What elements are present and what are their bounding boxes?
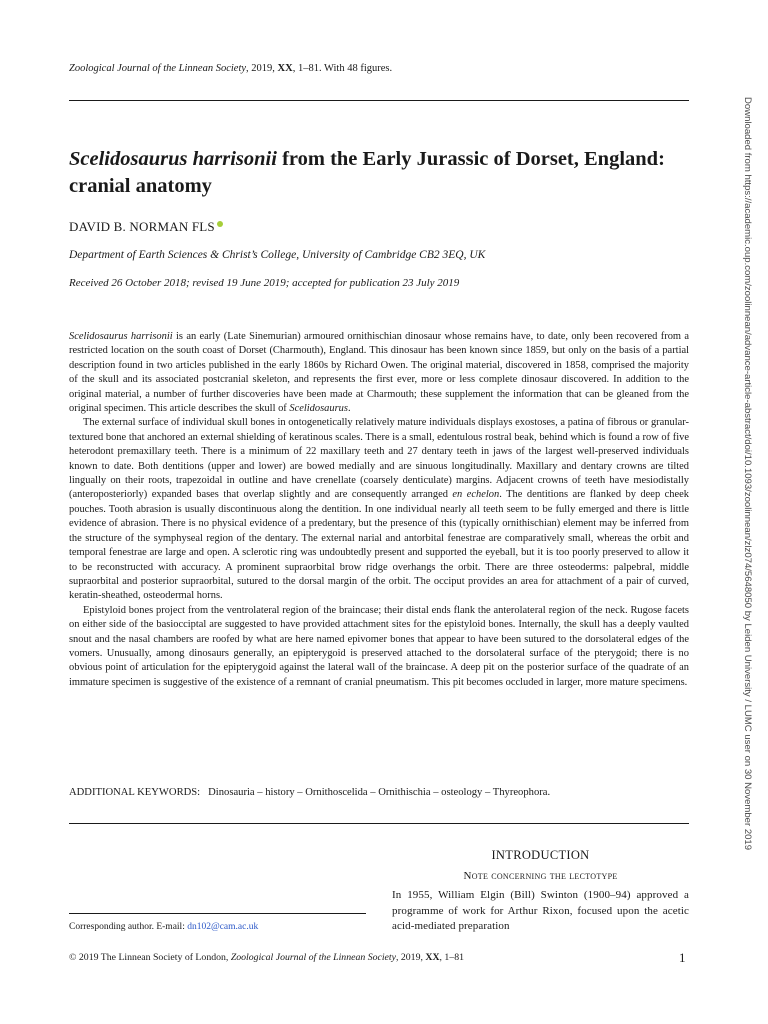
footer-journal-name: Zoological Journal of the Linnean Society bbox=[230, 952, 396, 963]
abstract bbox=[69, 330, 689, 690]
corresponding-label: Corresponding author. E-mail: bbox=[69, 922, 188, 932]
abstract-paragraph bbox=[69, 604, 689, 690]
footer-pages: , 1–81 bbox=[439, 952, 465, 963]
abstract-text: is an early (Late Sinemurian) armoured ornithischian dinosaur whose remains have, to date, only been recovered from a restricted location on the south coast of Dorset (Charmouth), England. This dinosaur has been known since 1859, but only on the basis of a partial description found in two articles published in the early 1860s by Richard Owen. The original material, discovered in 1858, comprised the majority of the skull and its associated postcranial skeleton, and represents the first ever, more or less complete dinosaur discovered. In addition to the original material, a number of further discoveries have been made at Charmouth; these supplement the information that can be gleaned from the original specimen. This article describes the skull of bbox=[69, 331, 690, 415]
introduction-subheading: Note concerning the lectotype bbox=[463, 870, 618, 882]
keywords-terms: Dinosauria – history – Ornithoscelida – Ornithischia – osteology – Thyreophora. bbox=[208, 787, 551, 798]
abstract-italic-term: en echelon bbox=[452, 489, 500, 501]
journal-name: Zoological Journal of the Linnean Society bbox=[69, 63, 247, 74]
orcid-icon[interactable] bbox=[217, 221, 223, 227]
author-line bbox=[69, 218, 223, 236]
page-footer bbox=[69, 951, 464, 964]
email-link[interactable]: dn102@cam.ac.uk bbox=[187, 922, 259, 932]
footer-year: , 2019, bbox=[395, 952, 426, 963]
abstract-paragraph bbox=[69, 416, 689, 603]
journal-pages-figures: , 1–81. With 48 figures. bbox=[292, 63, 393, 74]
header-divider bbox=[69, 100, 689, 101]
keywords-label: ADDITIONAL KEYWORDS: bbox=[69, 787, 201, 798]
abstract-genus: Scelidosaurus bbox=[289, 403, 348, 415]
abstract-text: Epistyloid bones project from the ventrolateral region of the braincase; their distal ends flank the anterolateral region of the neck. Rugose facets on either side of the basiocciptal are suggested to have provided attachment sites for the epistyloid bones. Internally, the skull has a deeply vaulted snout and the nasal chambers are roofed by what are here named epivomer bones that appear to have been sutured to the dorsolateral edges of the vomers. Unusually, among dinosaurs generally, an epipterygoid is preserved attached to the dorsolateral surface of the pterygoid; there is no obvious point of articulation for the epipterygoid against the lateral wall of the braincase. A deep pit on the posterior surface of the quadrate of an immature specimen is suggestive of the existence of a remnant of cranial pneumatism. This pit becomes occluded in larger, more mature specimens. bbox=[69, 604, 689, 688]
author-affiliation: Department of Earth Sciences & Christ’s College, University of Cambridge CB2 3EQ, UK bbox=[69, 249, 486, 261]
author-name: DAVID B. NORMAN FLS bbox=[69, 219, 215, 234]
abstract-paragraph bbox=[69, 330, 689, 416]
abstract-text: . The dentitions are flanked by deep cheek pouches. Tooth abrasion is usually discontinuous along the dentition. In one individual nearly all teeth seem to be fully emerged and there is little evidence of abrasion. There is no physical evidence of a predentary, but the presence of this (typically ornithischian) element may be inferred from the structure of the symphyseal region of the dentary. The external narial and antorbital fenestrae are comparatively small, whereas the orbit and temporal fenestrae are large and open. A sclerotic ring was undoubtedly present and supported the eyeball, but it is too poorly preserved to allow it to be reconstructed with accuracy. A prominent supraorbital brow ridge overhangs the orbit. There are three osteoderms: palpebral, middle supraorbital and posterior supraorbital, sutured to the dorsal margin of the orbit. The occiput provides an area for attachment of a pair of curved, keratin-sheathed, osteodermal horns. bbox=[69, 489, 689, 602]
title-species: Scelidosaurus harrisonii bbox=[69, 148, 277, 170]
footer-volume: XX bbox=[425, 952, 440, 963]
title-rest: from the Early Jurassic of Dorset, England: cranial anatomy bbox=[69, 148, 665, 197]
journal-year: , 2019, bbox=[246, 63, 278, 74]
page-number: 1 bbox=[679, 950, 686, 965]
footnote-divider bbox=[69, 913, 366, 914]
footer-copyright: © 2019 The Linnean Society of London, bbox=[69, 952, 231, 963]
article-title bbox=[69, 146, 699, 200]
introduction-heading: INTRODUCTION bbox=[491, 848, 590, 862]
journal-volume: XX bbox=[277, 63, 293, 74]
corresponding-author bbox=[69, 921, 258, 934]
abstract-text: . bbox=[347, 403, 351, 415]
introduction-body: In 1955, William Elgin (Bill) Swinton (1900–94) approved a programme of work for Arthur Rixon, focused upon the acetic acid-mediated preparation bbox=[392, 889, 689, 932]
received-dates: Received 26 October 2018; revised 19 June 2019; accepted for publication 23 July 2019 bbox=[69, 277, 460, 289]
download-watermark: Downloaded from https://academic.oup.com/zoolinnean/advance-article-abstract/doi/10.1093/zoolinnean/zlz074/5648050 by Leiden University / LUMC user on 30 November 2019 bbox=[742, 97, 753, 851]
keywords-line bbox=[69, 785, 689, 800]
abstract-text: The external surface of individual skull bones in ontogenetically relatively mature individuals displays exostoses, a patina of fibrous or granular-textured bone that anchored an external shielding of keratinous scales. There is a small, edentulous rostral beak, behind which is found a row of five heterodont premaxillary teeth. There is a minimum of 22 maxillary teeth and 27 dentary teeth in jaws of the largest well-preserved individuals known to date. Both dentitions (upper and lower) are bowed medially and are sinuous longitudinally. Maxillary and dentary crowns are tilted lingually on their roots, trapezoidal in outline and have crenellate (coarsely denticulate) margins. Adjacent crowns of teeth have mesiodistally (anteroposteriorly) expanded bases that overlap slightly and are consequently arranged bbox=[69, 417, 689, 501]
journal-citation-header bbox=[69, 62, 392, 76]
abstract-divider bbox=[69, 823, 689, 824]
abstract-species: Scelidosaurus harrisonii bbox=[69, 331, 173, 342]
